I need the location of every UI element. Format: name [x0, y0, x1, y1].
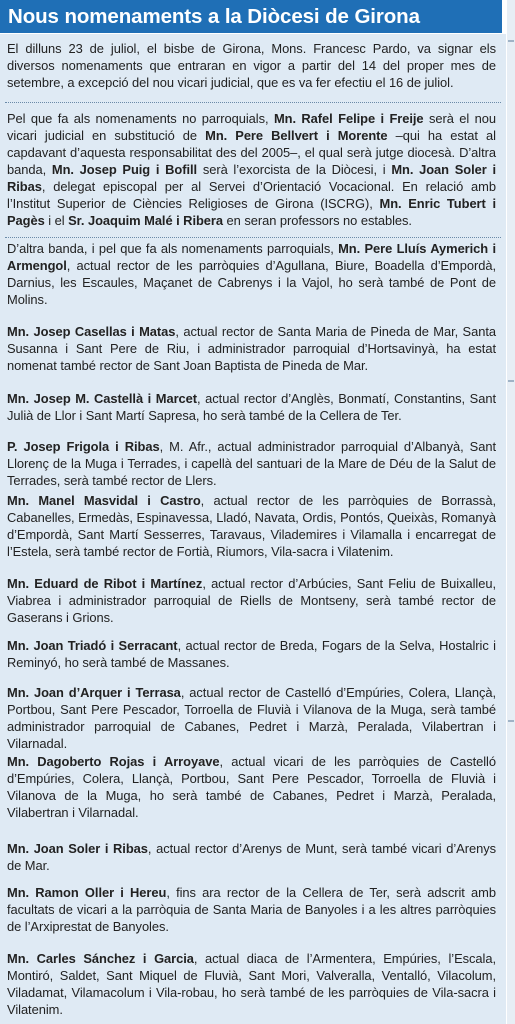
person-name: Mn. Josep Casellas i Matas: [7, 324, 176, 339]
body-text: , actual rector d’Anglès, Bonmatí, Constantins, Sant Julià de Llor i Sant Martí Sapresa, ho serà també de la Cellera de Ter.: [7, 391, 496, 423]
body-text: , M. Afr., actual administrador parroquial d’Albanyà, Sant Llorenç de la Muga i Terrades, i capellà del santuari de la Mare de Déu de la Salut de Terrades, serà també rector de Llers.: [7, 439, 496, 488]
page-edge-strip: [507, 0, 515, 1024]
person-name: Mn. Enric Tubert i Pagès: [7, 196, 496, 228]
person-name: Mn. Josep Puig i Bofill: [51, 162, 198, 177]
body-text: , actual vicari de les parròquies de Castelló d’Empúries, Colera, Llançà, Portbou, Sant Pere Pescador, Torroella de Fluvià i Vilanova de la Muga, ho serà també de Cabanes, Pedret i Marzà, Peralada, Vilabertran i Vilarnadal.: [7, 754, 496, 820]
person-name: Mn. Carles Sánchez i Garcia: [7, 951, 194, 966]
body-text: , actual rector de les parròquies d’Agullana, Biure, Boadella d’Empordà, Darnius, les Escaules, Maçanet de Cabrenys i la Vajol, ho serà també de Pont de Molins.: [7, 258, 496, 307]
appointment-paragraph: [0, 240, 506, 308]
intro-paragraph: [0, 40, 506, 91]
body-text: D’altra banda, i pel que fa als nomenaments parroquials,: [7, 241, 339, 256]
body-text: El dilluns 23 de juliol, el bisbe de Girona, Mons. Francesc Pardo, va signar els diversos nomenaments que entraran en vigor a partir del 14 del proper mes de setembre, a excepció del nou vicari judicial, que es va fer efectiu el 16 de juliol.: [7, 41, 496, 90]
body-text: , fins ara rector de la Cellera de Ter, serà adscrit amb facultats de vicari a la parròquia de Santa Maria de Banyoles i a les altres parròquies de l’Arxiprestat de Banyoles.: [7, 885, 496, 934]
body-text: , actual rector de Castelló d’Empúries, Colera, Llançà, Portbou, Sant Pere Pescador, Torroella de Fluvià i Vilanova de la Muga, serà també administrador parroquial de Cabanes, Pedret i Marzà, Peralada, Vilabertran i Vilarnadal.: [7, 685, 496, 751]
person-name: Mn. Pere Lluís Aymerich i Armengol: [7, 241, 496, 273]
appointment-paragraph: [0, 950, 506, 1018]
appointment-paragraph: [0, 684, 506, 752]
body-text: en seran professors no estables.: [223, 213, 412, 228]
appointment-paragraph: [0, 840, 506, 874]
appointment-paragraph: [0, 637, 506, 671]
body-text: , delegat episcopal per al Servei d’Orientació Vocacional. En relació amb l’Institut Superior de Ciències Religioses de Girona (ISCRG),: [7, 179, 496, 211]
appointment-paragraph: [0, 390, 506, 424]
appointment-paragraph: [0, 884, 506, 935]
body-text: –qui ha estat al capdavant d’aquesta responsabilitat des del 2005–, el qual serà jutge diocesà. D’altra banda,: [7, 128, 496, 177]
appointment-paragraph: [0, 492, 506, 560]
body-text: , actual rector de les parròquies de Borrassà, Cabanelles, Ermedàs, Espinavessa, Lladó, Navata, Ordis, Pontós, Queixàs, Romanyà d’Empordà, Sant Martí Sesserres, Taravaus, Vilademires i Vilamalla i encarregat de l’Estela, serà també rector de Fortià, Riumors, Vila-sacra i Vilatenim.: [7, 493, 496, 559]
edge-mark: [508, 380, 514, 382]
body-text: serà l’exorcista de la Diòcesi, i: [197, 162, 392, 177]
person-name: Sr. Joaquim Malé i Ribera: [68, 213, 224, 228]
non-parochial-paragraph: [0, 110, 506, 229]
section-divider: [5, 102, 501, 103]
person-name: Mn. Joan d’Arquer i Terrasa: [7, 685, 181, 700]
person-name: Mn. Dagoberto Rojas i Arroyave: [7, 754, 220, 769]
body-text: , actual rector de Santa Maria de Pineda de Mar, Santa Susanna i Sant Pere de Riu, i administrador parroquial d’Hortsavinyà, ha estat nomenat també rector de Sant Joan Baptista de Pineda de Mar.: [7, 324, 496, 373]
title-bar: [0, 0, 502, 33]
appointment-paragraph: [0, 753, 506, 821]
appointment-paragraph: [0, 575, 506, 626]
body-text: , actual rector d’Arenys de Munt, serà també vicari d’Arenys de Mar.: [7, 841, 496, 873]
person-name: Mn. Ramon Oller i Hereu: [7, 885, 167, 900]
person-name: Mn. Josep M. Castellà i Marcet: [7, 391, 198, 406]
body-text: , actual diaca de l’Armentera, Empúries, l’Escala, Montiró, Saldet, Sant Miquel de Fluvià, Sant Mori, Valveralla, Ventalló, Vilacolum, Viladamat, Vilamacolum i Vila-robau, ho serà també de les parròquies de Vila-sacra i Vilatenim.: [7, 951, 496, 1017]
article-body: [0, 34, 506, 1024]
edge-mark: [508, 720, 514, 722]
edge-mark: [508, 40, 514, 42]
article-title: Nous nomenaments a la Diòcesi de Girona: [8, 4, 420, 28]
person-name: Mn. Joan Soler i Ribas: [7, 162, 496, 194]
person-name: Mn. Joan Triadó i Serracant: [7, 638, 178, 653]
body-text: i el: [44, 213, 69, 228]
body-text: serà el nou vicari judicial en substitució de: [7, 111, 497, 143]
section-divider: [5, 237, 501, 238]
appointment-paragraph: [0, 323, 506, 374]
person-name: Mn. Pere Bellvert i Morente: [205, 128, 388, 143]
person-name: P. Josep Frigola i Ribas: [7, 439, 160, 454]
person-name: Mn. Manel Masvidal i Castro: [7, 493, 201, 508]
person-name: Mn. Eduard de Ribot i Martínez: [7, 576, 203, 591]
body-text: , actual rector d’Arbúcies, Sant Feliu de Buixalleu, Viabrea i administrador parroquial de Riells de Montseny, serà també rector de Gaserans i Grions.: [7, 576, 497, 625]
body-text: , actual rector de Breda, Fogars de la Selva, Hostalric i Reminyó, ho serà també de Massanes.: [7, 638, 496, 670]
body-text: Pel que fa als nomenaments no parroquials,: [7, 111, 274, 126]
appointment-paragraph: [0, 438, 506, 489]
person-name: Mn. Rafel Felipe i Freije: [273, 111, 424, 126]
person-name: Mn. Joan Soler i Ribas: [7, 841, 148, 856]
